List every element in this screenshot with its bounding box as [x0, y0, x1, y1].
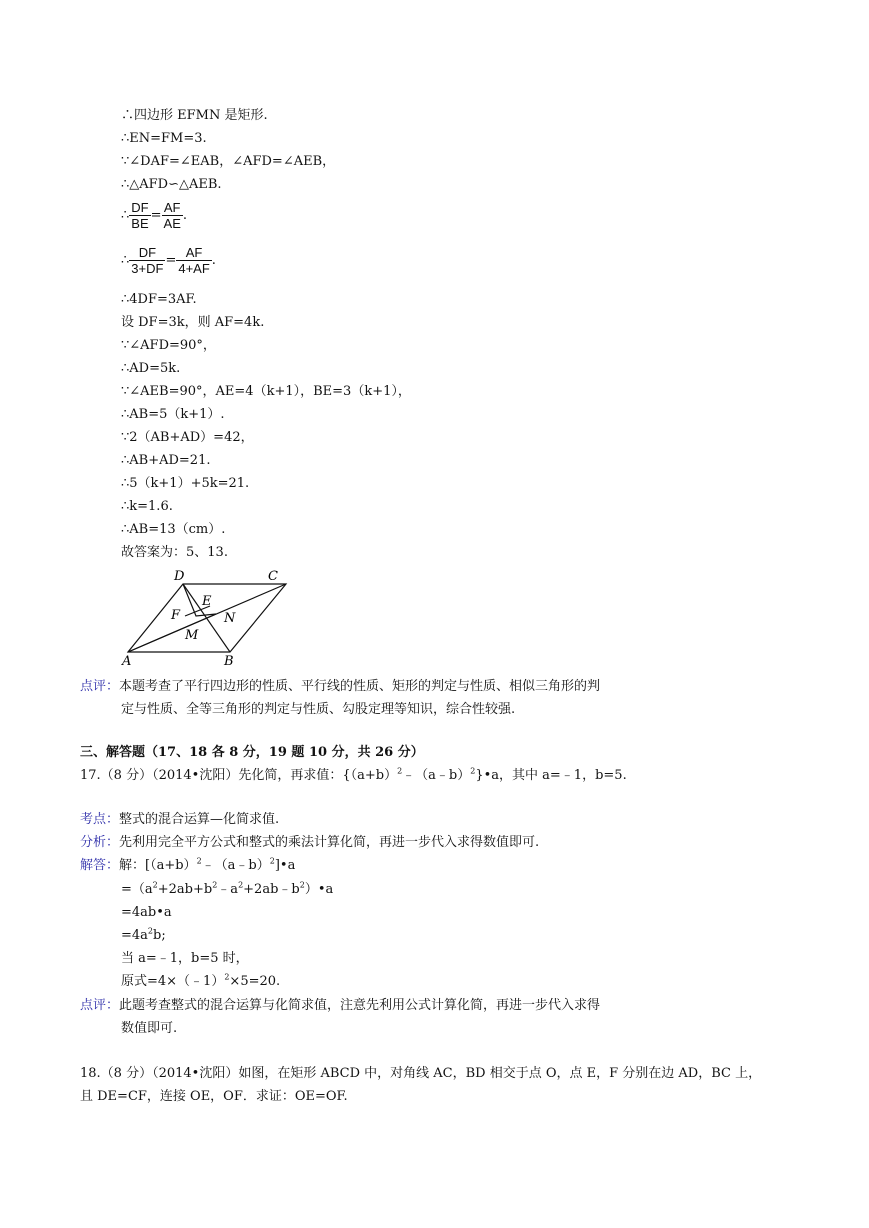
solution-line: ∴5（k+1）+5k=21.	[121, 476, 250, 491]
solution-line: ∴EN=FM=3.	[121, 131, 207, 146]
solution-line: 设 DF=3k，则 AF=4k.	[121, 315, 265, 330]
solution-line: 故答案为：5、13.	[121, 545, 228, 560]
fraction: $\frac{AF}{AE}$	[163, 200, 181, 231]
solution-line: ∴AB+AD=21.	[121, 453, 211, 468]
solution-line: ∴AB=5（k+1）.	[121, 407, 225, 422]
solution-step: $=(a^2+2ab+b^2﹣a^2+2ab﹣b^2)•a$	[121, 880, 334, 897]
solution-line: ∵∠DAF=∠EAB，∠AFD=∠AEB，	[121, 154, 336, 169]
dianping-cont: 数值即可.	[121, 1021, 178, 1036]
label-a: A	[122, 654, 132, 669]
solution-line: ∴四边形 EFMN 是矩形.	[121, 108, 268, 123]
solution-step: =4ab•a	[121, 905, 172, 920]
jieda: 解答：解：$[(a+b)^2﹣(a﹣b)^2]•a$	[80, 856, 296, 873]
section-heading: 三、解答题（17、18 各 8 分，19 题 10 分，共 26 分）	[80, 745, 424, 760]
question-18-stem: 18.（8 分）（2014•沈阳）如图，在矩形 ABCD 中，对角线 AC，BD 相交于点 O，点 E，F 分别在边 AD，BC 上，	[80, 1066, 762, 1081]
label-f: F	[171, 608, 181, 623]
fraction: $\frac{AF}{4+AF}$	[178, 245, 210, 276]
solution-line: ∵2（AB+AD）=42，	[121, 430, 254, 445]
fraction: $\frac{DF}{3+DF}$	[131, 245, 164, 276]
solution-line: ∴4DF=3AF.	[121, 292, 197, 307]
label-d: D	[174, 569, 185, 584]
kaodian: 考点：整式的混合运算—化简求值.	[80, 812, 280, 827]
fenxi: 分析：先利用完全平方公式和整式的乘法计算化简，再进一步代入求得数值即可.	[80, 835, 540, 850]
fraction: $\frac{DF}{BE}$	[131, 200, 149, 231]
ratio-equation-1: ∴ $\frac{DF}{BE}$ = $\frac{AF}{AE}$ .	[121, 200, 188, 231]
solution-step: 当 a=﹣1，b=5 时，	[121, 951, 249, 966]
comment-16-cont: 定与性质、全等三角形的判定与性质、勾股定理等知识，综合性较强.	[121, 702, 516, 717]
dianping: 点评：此题考查整式的混合运算与化简求值，注意先利用公式计算化简，再进一步代入求得	[80, 998, 601, 1013]
solution-step: 原式=4×（﹣1）$^2$×5=20.	[121, 972, 281, 989]
solution-line: ∴k=1.6.	[121, 499, 173, 514]
solution-step: $=4a^2b$;	[121, 926, 166, 943]
solution-line: ∴AD=5k.	[121, 361, 181, 376]
label-n: N	[224, 611, 236, 626]
solution-line: ∵∠AFD=90°，	[121, 338, 216, 353]
label-e: E	[202, 594, 212, 609]
ratio-equation-2: ∴ $\frac{DF}{3+DF}$ = $\frac{AF}{4+AF}$ .	[121, 245, 216, 276]
label-m: M	[185, 628, 199, 643]
question-18-stem-cont: 且 DE=CF，连接 OE，OF．求证：OE=OF.	[80, 1089, 348, 1104]
label-b: B	[224, 654, 234, 669]
solution-line: ∴△AFD∽△AEB.	[121, 177, 222, 192]
comment-16: 点评：本题考查了平行四边形的性质、平行线的性质、矩形的判定与性质、相似三角形的判	[80, 679, 601, 694]
solution-line: ∴AB=13（cm）.	[121, 522, 226, 537]
comment-tag: 点评：	[80, 679, 120, 694]
label-c: C	[268, 569, 278, 584]
parallelogram-figure	[118, 566, 293, 670]
solution-line: ∵∠AEB=90°，AE=4（k+1），BE=3（k+1），	[121, 384, 411, 399]
question-17-stem: 17.（8 分）（2014•沈阳）先化简，再求值：$\{(a+b)^2﹣(a﹣b)^2\}•a$，其中 a=﹣1，b=5.	[80, 766, 627, 783]
